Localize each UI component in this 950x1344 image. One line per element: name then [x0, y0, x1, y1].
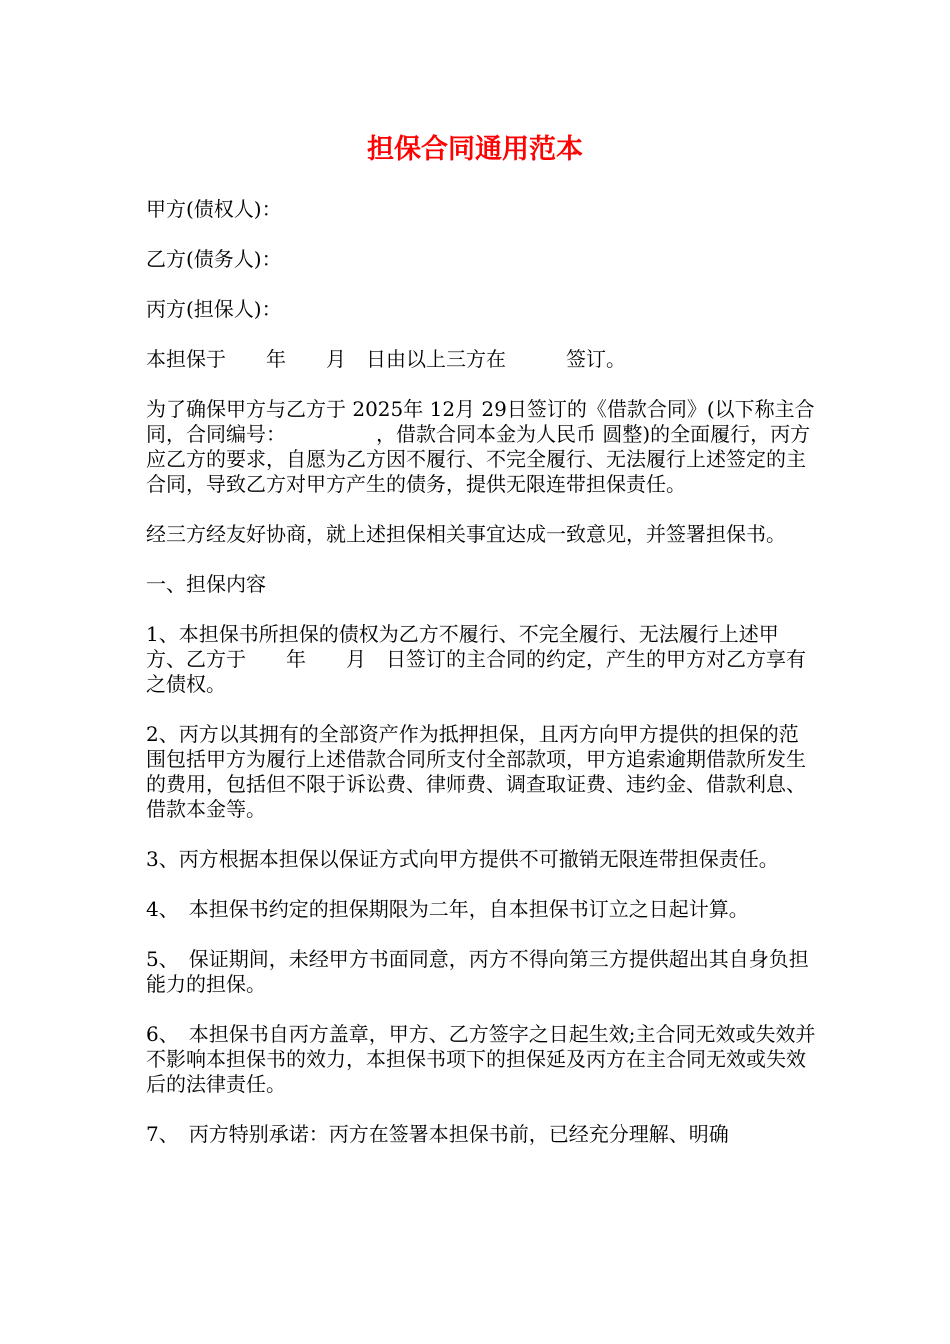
- party-c-line: 丙方(担保人)：: [146, 297, 282, 321]
- section-heading: 一、担保内容: [146, 572, 266, 596]
- document-title: 担保合同通用范本: [367, 134, 583, 165]
- clause-1: 1、本担保书所担保的债权为乙方不履行、不完全履行、无法履行上述甲方、乙方于 年 月 日签订的主合同的约定，产生的甲方对乙方享有之债权。: [146, 622, 806, 696]
- clause-5: 5、 保证期间，未经甲方书面同意，丙方不得向第三方提供超出其自身负担能力的担保。: [146, 947, 809, 996]
- clause-3: 3、丙方根据本担保以保证方式向甲方提供不可撤销无限连带担保责任。: [146, 847, 779, 871]
- clause-4: 4、 本担保书约定的担保期限为二年，自本担保书订立之日起计算。: [146, 897, 749, 921]
- document-body: [146, 197, 816, 1172]
- clause-2: 2、丙方以其拥有的全部资产作为抵押担保，且丙方向甲方提供的担保的范围包括甲方为履行上述借款合同所支付全部款项，甲方追索逾期借款所发生的费用，包括但不限于诉讼费、律师费、调查取证费、违约金、借款利息、借款本金等。: [146, 722, 806, 821]
- signing-date-line: 本担保于 年 月 日由以上三方在 签订。: [146, 347, 626, 371]
- preamble-paragraph: 为了确保甲方与乙方于 2025年 12月 29日签订的《借款合同》(以下称主合同，合同编号： ，借款合同本金为人民币 圆整)的全面履行，丙方应乙方的要求，自愿为乙方因不履行、不完全履行、无法履行上述签定的主合同，导致乙方对甲方产生的债务，提供无限连带担保责任。: [146, 397, 815, 496]
- clause-6: 6、 本担保书自丙方盖章，甲方、乙方签字之日起生效;主合同无效或失效并不影响本担保书的效力，本担保书项下的担保延及丙方在主合同无效或失效后的法律责任。: [146, 1022, 816, 1096]
- clause-7: 7、 丙方特别承诺：丙方在签署本担保书前，已经充分理解、明确: [146, 1122, 729, 1146]
- party-a-line: 甲方(债权人)：: [146, 197, 282, 221]
- agreement-paragraph: 经三方经友好协商，就上述担保相关事宜达成一致意见，并签署担保书。: [146, 522, 786, 546]
- party-b-line: 乙方(债务人)：: [146, 247, 282, 271]
